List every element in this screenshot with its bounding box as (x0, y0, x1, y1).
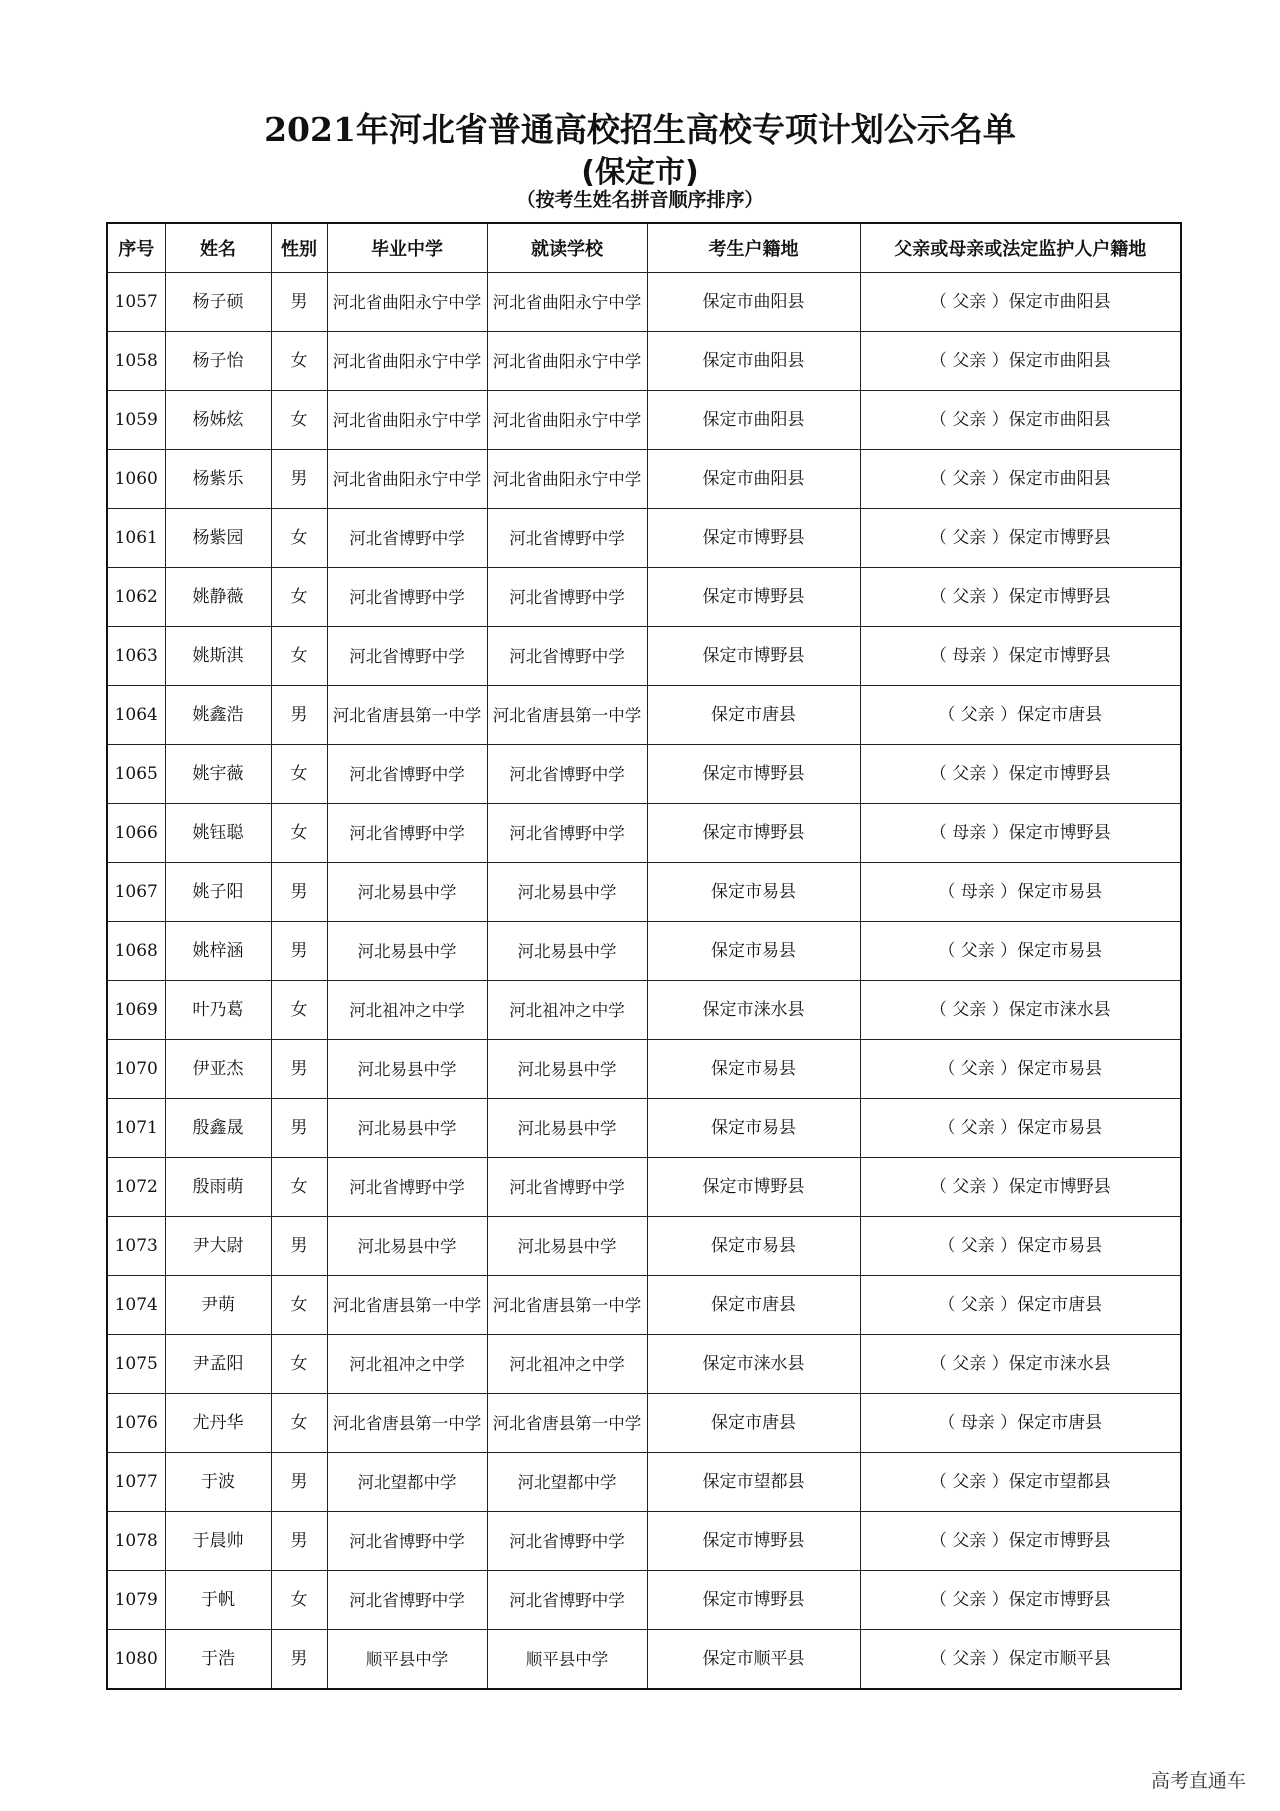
header-current-school: 就读学校 (487, 223, 647, 273)
cell-student-hukou: 保定市曲阳县 (647, 450, 860, 509)
cell-name: 于波 (165, 1453, 271, 1512)
cell-seq: 1066 (107, 804, 165, 863)
cell-name: 杨子硕 (165, 273, 271, 332)
cell-current-school: 河北易县中学 (487, 1040, 647, 1099)
table-row (107, 1276, 1181, 1335)
cell-current-school: 河北易县中学 (487, 922, 647, 981)
cell-student-hukou: 保定市曲阳县 (647, 332, 860, 391)
cell-graduation-school: 河北祖冲之中学 (327, 981, 487, 1040)
cell-student-hukou: 保定市博野县 (647, 804, 860, 863)
cell-gender: 男 (271, 922, 327, 981)
table-row (107, 1571, 1181, 1630)
cell-graduation-school: 顺平县中学 (327, 1630, 487, 1690)
cell-name: 于帆 (165, 1571, 271, 1630)
cell-current-school: 河北省唐县第一中学 (487, 1394, 647, 1453)
table-row (107, 1099, 1181, 1158)
cell-gender: 女 (271, 981, 327, 1040)
cell-student-hukou: 保定市望都县 (647, 1453, 860, 1512)
cell-gender: 男 (271, 1630, 327, 1690)
cell-current-school: 河北省博野中学 (487, 509, 647, 568)
cell-guardian-hukou: （ 父亲 ）保定市唐县 (860, 1276, 1181, 1335)
table-row (107, 568, 1181, 627)
table-row (107, 1335, 1181, 1394)
cell-student-hukou: 保定市博野县 (647, 509, 860, 568)
cell-name: 姚鑫浩 (165, 686, 271, 745)
cell-name: 姚梓涵 (165, 922, 271, 981)
cell-guardian-hukou: （ 父亲 ）保定市博野县 (860, 745, 1181, 804)
document-subtitle-city: (保定市) (581, 155, 699, 190)
cell-name: 殷鑫晟 (165, 1099, 271, 1158)
cell-gender: 女 (271, 745, 327, 804)
cell-seq: 1057 (107, 273, 165, 332)
cell-current-school: 河北祖冲之中学 (487, 981, 647, 1040)
cell-seq: 1069 (107, 981, 165, 1040)
cell-graduation-school: 河北易县中学 (327, 863, 487, 922)
cell-seq: 1076 (107, 1394, 165, 1453)
cell-current-school: 河北祖冲之中学 (487, 1335, 647, 1394)
cell-seq: 1058 (107, 332, 165, 391)
cell-gender: 男 (271, 450, 327, 509)
cell-graduation-school: 河北易县中学 (327, 1217, 487, 1276)
header-graduation-school: 毕业中学 (327, 223, 487, 273)
table-row (107, 391, 1181, 450)
cell-gender: 女 (271, 1276, 327, 1335)
cell-student-hukou: 保定市唐县 (647, 1276, 860, 1335)
table-row (107, 804, 1181, 863)
cell-graduation-school: 河北省博野中学 (327, 1158, 487, 1217)
cell-guardian-hukou: （ 父亲 ）保定市涞水县 (860, 1335, 1181, 1394)
cell-graduation-school: 河北省唐县第一中学 (327, 1276, 487, 1335)
cell-gender: 男 (271, 273, 327, 332)
cell-seq: 1067 (107, 863, 165, 922)
cell-student-hukou: 保定市博野县 (647, 1512, 860, 1571)
cell-graduation-school: 河北祖冲之中学 (327, 1335, 487, 1394)
cell-guardian-hukou: （ 母亲 ）保定市博野县 (860, 804, 1181, 863)
cell-gender: 女 (271, 1158, 327, 1217)
cell-seq: 1075 (107, 1335, 165, 1394)
cell-guardian-hukou: （ 父亲 ）保定市博野县 (860, 1158, 1181, 1217)
cell-current-school: 顺平县中学 (487, 1630, 647, 1690)
table-row (107, 332, 1181, 391)
cell-graduation-school: 河北省博野中学 (327, 1571, 487, 1630)
cell-gender: 女 (271, 1394, 327, 1453)
cell-current-school: 河北省博野中学 (487, 804, 647, 863)
cell-graduation-school: 河北省博野中学 (327, 745, 487, 804)
cell-seq: 1080 (107, 1630, 165, 1690)
cell-name: 叶乃葛 (165, 981, 271, 1040)
cell-seq: 1070 (107, 1040, 165, 1099)
cell-graduation-school: 河北省唐县第一中学 (327, 686, 487, 745)
table-row (107, 1217, 1181, 1276)
cell-seq: 1072 (107, 1158, 165, 1217)
cell-graduation-school: 河北易县中学 (327, 1040, 487, 1099)
table-row (107, 450, 1181, 509)
table-row (107, 1512, 1181, 1571)
cell-guardian-hukou: （ 父亲 ）保定市博野县 (860, 1571, 1181, 1630)
cell-gender: 男 (271, 1512, 327, 1571)
cell-gender: 女 (271, 1571, 327, 1630)
table-row (107, 1453, 1181, 1512)
cell-current-school: 河北省唐县第一中学 (487, 1276, 647, 1335)
cell-student-hukou: 保定市易县 (647, 1099, 860, 1158)
cell-seq: 1073 (107, 1217, 165, 1276)
cell-current-school: 河北省博野中学 (487, 1512, 647, 1571)
cell-student-hukou: 保定市易县 (647, 922, 860, 981)
cell-gender: 女 (271, 1335, 327, 1394)
header-guardian-hukou: 父亲或母亲或法定监护人户籍地 (860, 223, 1181, 273)
cell-name: 杨姊炫 (165, 391, 271, 450)
cell-seq: 1059 (107, 391, 165, 450)
cell-current-school: 河北省博野中学 (487, 1158, 647, 1217)
table-row (107, 273, 1181, 332)
cell-guardian-hukou: （ 父亲 ）保定市唐县 (860, 686, 1181, 745)
cell-graduation-school: 河北省博野中学 (327, 627, 487, 686)
cell-student-hukou: 保定市易县 (647, 1217, 860, 1276)
roster-table (106, 222, 1182, 1690)
cell-student-hukou: 保定市博野县 (647, 1158, 860, 1217)
cell-gender: 女 (271, 391, 327, 450)
cell-current-school: 河北易县中学 (487, 863, 647, 922)
table-row (107, 981, 1181, 1040)
cell-guardian-hukou: （ 父亲 ）保定市曲阳县 (860, 273, 1181, 332)
cell-guardian-hukou: （ 父亲 ）保定市曲阳县 (860, 450, 1181, 509)
cell-seq: 1065 (107, 745, 165, 804)
cell-graduation-school: 河北省曲阳永宁中学 (327, 273, 487, 332)
table-row (107, 627, 1181, 686)
cell-gender: 女 (271, 509, 327, 568)
cell-student-hukou: 保定市博野县 (647, 568, 860, 627)
table-row (107, 863, 1181, 922)
cell-student-hukou: 保定市唐县 (647, 686, 860, 745)
cell-current-school: 河北望都中学 (487, 1453, 647, 1512)
cell-graduation-school: 河北省博野中学 (327, 1512, 487, 1571)
cell-graduation-school: 河北省博野中学 (327, 568, 487, 627)
cell-student-hukou: 保定市博野县 (647, 627, 860, 686)
cell-student-hukou: 保定市易县 (647, 1040, 860, 1099)
cell-guardian-hukou: （ 父亲 ）保定市博野县 (860, 568, 1181, 627)
cell-name: 姚钰聪 (165, 804, 271, 863)
cell-current-school: 河北省曲阳永宁中学 (487, 332, 647, 391)
cell-guardian-hukou: （ 父亲 ）保定市望都县 (860, 1453, 1181, 1512)
cell-seq: 1060 (107, 450, 165, 509)
cell-name: 尹孟阳 (165, 1335, 271, 1394)
cell-seq: 1064 (107, 686, 165, 745)
cell-seq: 1071 (107, 1099, 165, 1158)
cell-gender: 男 (271, 1040, 327, 1099)
table-row (107, 1158, 1181, 1217)
cell-current-school: 河北省曲阳永宁中学 (487, 450, 647, 509)
cell-gender: 女 (271, 804, 327, 863)
cell-current-school: 河北省博野中学 (487, 1571, 647, 1630)
table-row (107, 509, 1181, 568)
cell-gender: 女 (271, 568, 327, 627)
cell-current-school: 河北易县中学 (487, 1217, 647, 1276)
cell-graduation-school: 河北省曲阳永宁中学 (327, 391, 487, 450)
cell-name: 伊亚杰 (165, 1040, 271, 1099)
cell-gender: 女 (271, 627, 327, 686)
cell-seq: 1074 (107, 1276, 165, 1335)
table-row (107, 1630, 1181, 1690)
cell-name: 于晨帅 (165, 1512, 271, 1571)
cell-name: 殷雨萌 (165, 1158, 271, 1217)
cell-guardian-hukou: （ 父亲 ）保定市涞水县 (860, 981, 1181, 1040)
cell-seq: 1068 (107, 922, 165, 981)
cell-graduation-school: 河北省曲阳永宁中学 (327, 450, 487, 509)
table-row (107, 686, 1181, 745)
cell-gender: 男 (271, 1217, 327, 1276)
cell-student-hukou: 保定市涞水县 (647, 981, 860, 1040)
cell-guardian-hukou: （ 父亲 ）保定市曲阳县 (860, 391, 1181, 450)
cell-graduation-school: 河北省曲阳永宁中学 (327, 332, 487, 391)
footer-watermark: 高考直通车 (1150, 1770, 1246, 1792)
cell-current-school: 河北省曲阳永宁中学 (487, 391, 647, 450)
cell-guardian-hukou: （ 父亲 ）保定市易县 (860, 1099, 1181, 1158)
header-gender: 性别 (271, 223, 327, 273)
table-body (107, 273, 1181, 1690)
cell-gender: 男 (271, 1099, 327, 1158)
cell-gender: 男 (271, 863, 327, 922)
cell-current-school: 河北省曲阳永宁中学 (487, 273, 647, 332)
cell-seq: 1077 (107, 1453, 165, 1512)
cell-name: 姚静薇 (165, 568, 271, 627)
cell-guardian-hukou: （ 父亲 ）保定市曲阳县 (860, 332, 1181, 391)
cell-guardian-hukou: （ 父亲 ）保定市博野县 (860, 1512, 1181, 1571)
header-name: 姓名 (165, 223, 271, 273)
table-row (107, 1394, 1181, 1453)
table-header-row (107, 223, 1181, 273)
cell-name: 姚斯淇 (165, 627, 271, 686)
document-sort-note: （按考生姓名拼音顺序排序） (516, 189, 764, 211)
cell-name: 姚宇薇 (165, 745, 271, 804)
cell-name: 杨紫乐 (165, 450, 271, 509)
cell-guardian-hukou: （ 父亲 ）保定市易县 (860, 922, 1181, 981)
cell-guardian-hukou: （ 母亲 ）保定市博野县 (860, 627, 1181, 686)
cell-student-hukou: 保定市涞水县 (647, 1335, 860, 1394)
cell-seq: 1061 (107, 509, 165, 568)
cell-current-school: 河北省唐县第一中学 (487, 686, 647, 745)
cell-student-hukou: 保定市曲阳县 (647, 273, 860, 332)
cell-student-hukou: 保定市顺平县 (647, 1630, 860, 1690)
table-row (107, 745, 1181, 804)
cell-name: 尤丹华 (165, 1394, 271, 1453)
cell-gender: 男 (271, 686, 327, 745)
cell-name: 姚子阳 (165, 863, 271, 922)
cell-student-hukou: 保定市曲阳县 (647, 391, 860, 450)
table-row (107, 1040, 1181, 1099)
cell-current-school: 河北易县中学 (487, 1099, 647, 1158)
cell-current-school: 河北省博野中学 (487, 745, 647, 804)
cell-graduation-school: 河北易县中学 (327, 1099, 487, 1158)
cell-seq: 1063 (107, 627, 165, 686)
cell-guardian-hukou: （ 父亲 ）保定市博野县 (860, 509, 1181, 568)
cell-graduation-school: 河北省唐县第一中学 (327, 1394, 487, 1453)
cell-graduation-school: 河北易县中学 (327, 922, 487, 981)
cell-seq: 1062 (107, 568, 165, 627)
cell-guardian-hukou: （ 父亲 ）保定市顺平县 (860, 1630, 1181, 1690)
cell-name: 于浩 (165, 1630, 271, 1690)
cell-seq: 1078 (107, 1512, 165, 1571)
cell-student-hukou: 保定市博野县 (647, 745, 860, 804)
cell-name: 尹萌 (165, 1276, 271, 1335)
cell-name: 杨紫园 (165, 509, 271, 568)
cell-student-hukou: 保定市唐县 (647, 1394, 860, 1453)
cell-guardian-hukou: （ 母亲 ）保定市唐县 (860, 1394, 1181, 1453)
header-student-hukou: 考生户籍地 (647, 223, 860, 273)
cell-name: 杨子怡 (165, 332, 271, 391)
cell-current-school: 河北省博野中学 (487, 568, 647, 627)
cell-name: 尹大尉 (165, 1217, 271, 1276)
cell-gender: 男 (271, 1453, 327, 1512)
cell-guardian-hukou: （ 父亲 ）保定市易县 (860, 1040, 1181, 1099)
cell-student-hukou: 保定市易县 (647, 863, 860, 922)
cell-graduation-school: 河北省博野中学 (327, 804, 487, 863)
cell-guardian-hukou: （ 父亲 ）保定市易县 (860, 1217, 1181, 1276)
cell-current-school: 河北省博野中学 (487, 627, 647, 686)
table-row (107, 922, 1181, 981)
document-title: 2021年河北省普通高校招生高校专项计划公示名单 (264, 110, 1016, 149)
cell-student-hukou: 保定市博野县 (647, 1571, 860, 1630)
cell-graduation-school: 河北望都中学 (327, 1453, 487, 1512)
cell-gender: 女 (271, 332, 327, 391)
cell-graduation-school: 河北省博野中学 (327, 509, 487, 568)
cell-seq: 1079 (107, 1571, 165, 1630)
cell-guardian-hukou: （ 母亲 ）保定市易县 (860, 863, 1181, 922)
header-seq: 序号 (107, 223, 165, 273)
